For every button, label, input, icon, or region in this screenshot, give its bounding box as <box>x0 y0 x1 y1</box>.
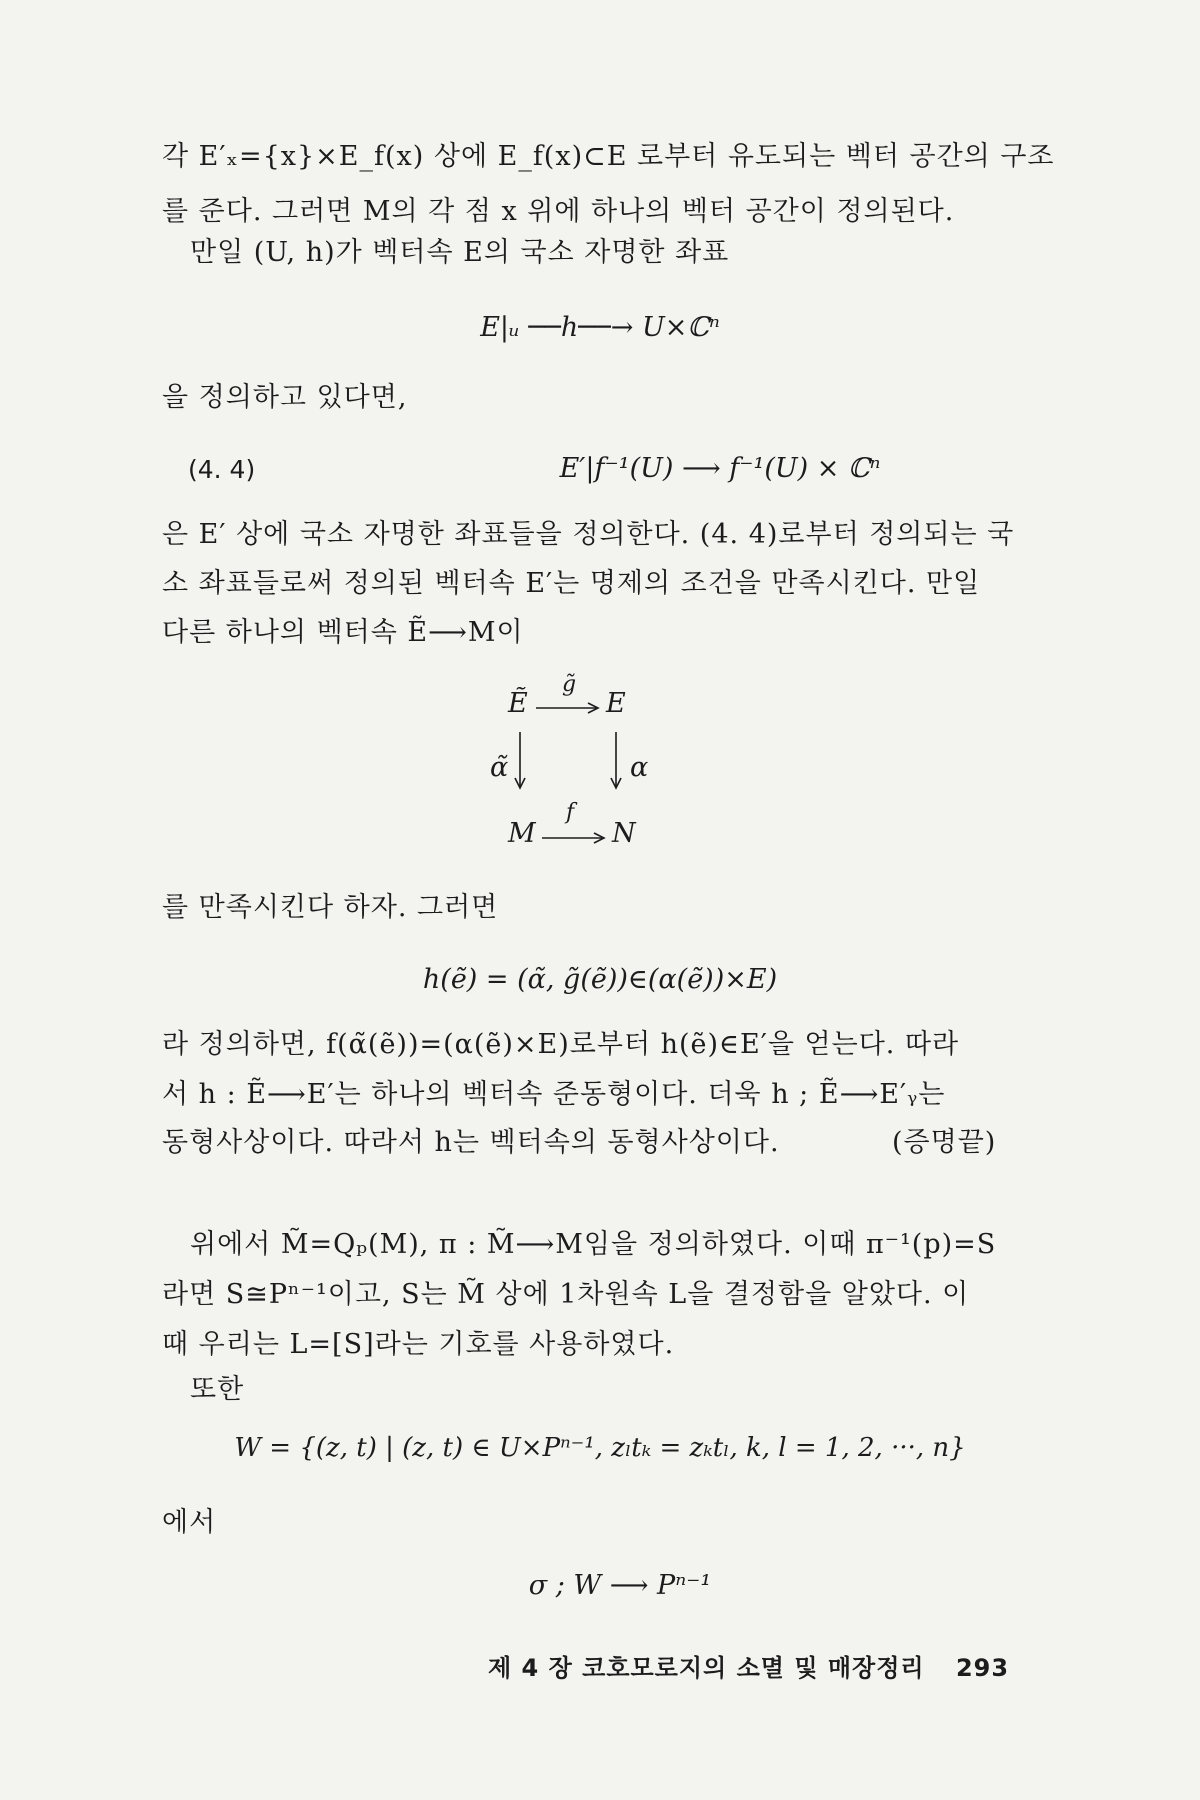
text-line: 또한 <box>190 1374 245 1405</box>
down-arrow-icon <box>512 730 528 792</box>
equation: E′|f⁻¹(U) ⟶ f⁻¹(U) × ℂⁿ <box>559 453 881 484</box>
qed-marker: (증명끝) <box>892 1127 997 1158</box>
text-line: 만일 (U, h)가 벡터속 E의 국소 자명한 좌표 <box>190 237 730 268</box>
text-line: 라 정의하면, f(α̃(ẽ))=(α(ẽ)×E)로부터 h(ẽ)∈E′을 얻는다. 따라 <box>162 1029 960 1060</box>
diagram-node: Ẽ <box>508 688 528 719</box>
text-line: 소 좌표들로써 정의된 벡터속 E′는 명제의 조건을 만족시킨다. 만일 <box>162 568 981 599</box>
chapter-title: 제 4 장 코호모로지의 소멸 및 매장정리 <box>488 1654 925 1682</box>
text-line: 을 정의하고 있다면, <box>162 382 408 413</box>
equation: E|ᵤ ──h──→ U×ℂⁿ <box>480 312 720 343</box>
equation: W = {(z, t) | (z, t) ∈ U×Pⁿ⁻¹, zₗtₖ = zₖtₗ, k, l = 1, 2, ···, n} <box>234 1433 966 1463</box>
diagram-node: M <box>508 818 536 849</box>
diagram-node: N <box>612 818 636 849</box>
page-number: 293 <box>955 1654 1010 1682</box>
right-arrow-icon <box>540 830 610 846</box>
text-line: 각 E′ₓ={x}×E_f(x) 상에 E_f(x)⊂E 로부터 유도되는 벡터 공간의 구조 <box>162 141 1055 172</box>
text-line: 동형사상이다. 따라서 h는 벡터속의 동형사상이다. <box>162 1127 780 1158</box>
diagram-arrow-label: α <box>630 752 649 783</box>
text-line: 은 E′ 상에 국소 자명한 좌표들을 정의한다. (4. 4)로부터 정의되는 국 <box>162 519 1015 550</box>
text-line: 때 우리는 L=[S]라는 기호를 사용하였다. <box>162 1329 675 1360</box>
diagram-arrow-label: f <box>566 800 575 825</box>
diagram-node: E <box>606 688 626 719</box>
running-footer <box>488 1648 1009 1683</box>
down-arrow-icon <box>608 730 624 792</box>
text-line: 에서 <box>162 1507 217 1538</box>
text-line: 를 만족시킨다 하자. 그러면 <box>162 892 499 923</box>
text-line: 라면 S≅Pⁿ⁻¹이고, S는 M̃ 상에 1차원속 L을 결정함을 알았다. 이 <box>162 1279 970 1310</box>
equation: σ ; W ⟶ Pⁿ⁻¹ <box>528 1570 712 1601</box>
text-line: 서 h : Ẽ⟶E′는 하나의 벡터속 준동형이다. 더욱 h ; Ẽ⟶E′ᵧ는 <box>162 1079 946 1110</box>
diagram-arrow-label: α̃ <box>490 752 509 783</box>
equation: h(ẽ) = (α̃, g̃(ẽ))∈(α(ẽ))×E) <box>422 964 778 995</box>
text-line: 를 준다. 그러면 M의 각 점 x 위에 하나의 벡터 공간이 정의된다. <box>162 196 955 227</box>
equation-number: (4. 4) <box>188 455 256 484</box>
right-arrow-icon <box>534 700 604 716</box>
diagram-arrow-label: g̃ <box>562 672 577 697</box>
text-line: 다른 하나의 벡터속 Ẽ⟶M이 <box>162 617 524 648</box>
text-line: 위에서 M̃=Qₚ(M), π : M̃⟶M임을 정의하였다. 이때 π⁻¹(p)=S <box>190 1229 997 1260</box>
